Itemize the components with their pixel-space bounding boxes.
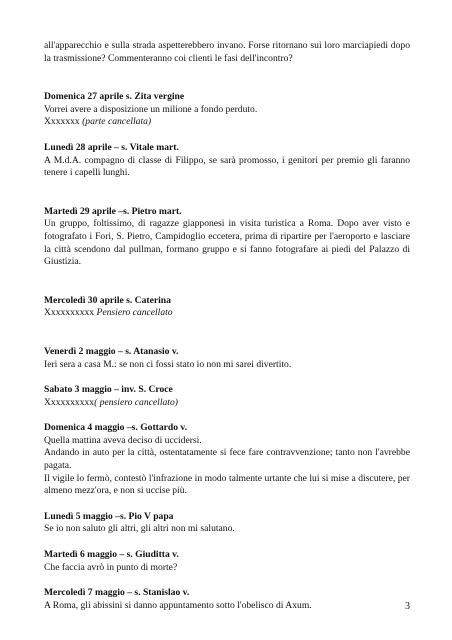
diary-entry xyxy=(44,511,410,536)
document-body xyxy=(44,40,410,612)
redaction-note: (parte cancellata) xyxy=(82,116,152,128)
redaction-note: Pensiero cancellato xyxy=(96,307,173,319)
diary-entry xyxy=(44,549,410,574)
diary-entry xyxy=(44,142,410,180)
entry-text: Vorrei avere a disposizione un milione a fondo perduto. xyxy=(44,103,258,115)
diary-entry xyxy=(44,384,410,409)
entry-text: Il vigile lo fermò, contestò l'infrazione in modo talmente urtante che lui si mise a discutere, per almeno mezz'ora, e non si uccise più. xyxy=(44,472,410,497)
diary-entry xyxy=(44,206,410,269)
entry-text: Se io non saluto gli altri, gli altri non mi salutano. xyxy=(44,523,235,535)
entry-heading: Domenica 4 maggio –s. Gottardo v. xyxy=(44,422,188,434)
entry-heading: Domenica 27 aprile s. Zita vergine xyxy=(44,91,185,103)
diary-entry xyxy=(44,346,410,371)
diary-entry xyxy=(44,422,410,498)
redacted-text: Xxxxxxxxxx xyxy=(44,307,97,319)
entry-heading: Lunedì 28 aprile – s. Vitale mart. xyxy=(44,141,179,153)
entry-heading: Martedì 29 aprile –s. Pietro mart. xyxy=(44,205,182,217)
entry-heading: Sabato 3 maggio – inv. S. Croce xyxy=(44,384,173,396)
entry-text xyxy=(44,397,410,410)
redacted-text: Xxxxxxx xyxy=(44,116,83,128)
entry-text: Che faccia avrò in punto di morte? xyxy=(44,561,178,573)
page-number: 3 xyxy=(405,601,410,612)
entry-heading: Lunedì 5 maggio –s. Pio V papa xyxy=(44,510,174,522)
entry-heading: Mercoledì 30 aprile s. Caterina xyxy=(44,294,171,306)
diary-entry xyxy=(44,587,410,612)
entry-heading: Venerdì 2 maggio – s. Atanasio v. xyxy=(44,345,179,357)
entry-text: Un gruppo, foltissimo, di ragazze giapponesi in visita turistica a Roma. Dopo aver visto e fotografato i Fori, S. Pietro, Campidoglio eccetera, prima di ripartire per l'aeroporto e lasciare la città scendono dal pullman, formano gruppo e si fanno fotografare ai piedi del Palazzo di Giustizia. xyxy=(44,218,410,268)
diary-entry xyxy=(44,91,410,129)
entry-text: A M.d.A. compagno di classe di Filippo, se sarà promosso, i genitori per premio gli faranno tenere i capelli lunghi. xyxy=(44,154,410,179)
entry-text: Ieri sera a casa M.: se non ci fossi stato io non mi sarei divertito. xyxy=(44,358,292,370)
entry-text xyxy=(44,116,410,129)
redacted-text: Xxxxxxxxxx xyxy=(44,396,95,408)
redaction-note: ( pensiero cancellato) xyxy=(94,396,178,408)
entry-text: Quella mattina aveva deciso di uccidersi. xyxy=(44,434,202,446)
entry-heading: Martedì 6 maggio – s. Giuditta v. xyxy=(44,549,179,561)
entry-text xyxy=(44,307,410,320)
diary-entry xyxy=(44,295,410,320)
entry-text: A Roma, gli abissini si danno appuntamento sotto l'obelisco di Axum. xyxy=(44,599,312,611)
entry-heading: Mercoledì 7 maggio – s. Stanislao v. xyxy=(44,587,190,599)
entry-text: Andando in auto per la città, ostentatamente si fece fare contravvenzione; tanto non l'avrebbe pagata. xyxy=(44,447,410,472)
intro-paragraph: all'apparecchio e sulla strada aspetterebbero invano. Forse ritornano sui loro marciapiedi dopo la trasmissione? Commenteranno coi clienti le fasi dell'incontro? xyxy=(44,40,410,64)
